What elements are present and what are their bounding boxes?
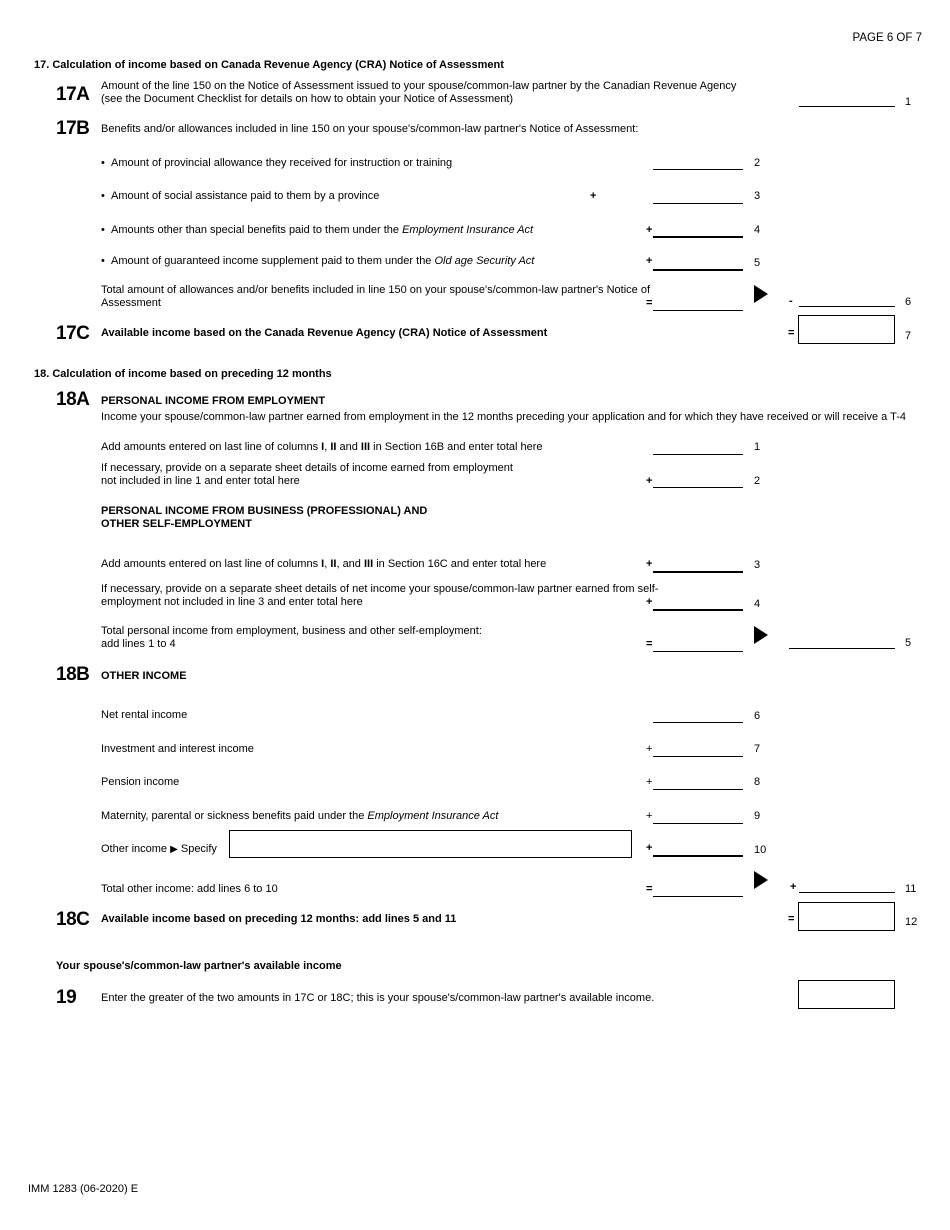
line-17b-2-field[interactable]	[653, 169, 743, 170]
text-17b-6: Total amount of allowances and/or benefits included in line 150 on your spouse's/common-law partner's Notice of Assessment	[101, 284, 651, 309]
item-17b-5: • Amount of guaranteed income supplement paid to them under the Old age Security Act	[101, 255, 535, 267]
line-number-18b-11: 11	[905, 883, 917, 895]
op-plus: +	[646, 255, 653, 267]
item-17b-4: • Amounts other than special benefits paid to them under the Employment Insurance Act	[101, 224, 534, 236]
row-18b-11: Total other income: add lines 6 to 10	[101, 883, 278, 895]
line-18b-9-field[interactable]	[653, 823, 743, 824]
line-17b-6-subtotal-field[interactable]	[653, 310, 743, 311]
line-number-17c-7: 7	[905, 330, 912, 342]
form-id: IMM 1283 (06-2020) E	[28, 1183, 139, 1195]
heading-18a: PERSONAL INCOME FROM EMPLOYMENT	[101, 395, 326, 407]
op-plus: +	[646, 743, 653, 755]
op-plus: +	[646, 810, 653, 822]
line-18b-11-field[interactable]	[799, 892, 895, 893]
line-18a-3-field[interactable]	[653, 571, 743, 573]
code-19: 19	[56, 987, 77, 1008]
line-number-17b-5: 5	[754, 257, 761, 269]
line-17a-1-field[interactable]	[799, 106, 895, 107]
row-18a-2: If necessary, provide on a separate sheet details of income earned from employment not included in line 1 and enter total here	[101, 462, 513, 487]
op-plus: +	[646, 596, 653, 608]
line-number-18b-7: 7	[754, 743, 761, 755]
text-17c: Available income based on the Canada Revenue Agency (CRA) Notice of Assessment	[101, 327, 548, 339]
bullet-icon: •	[101, 190, 105, 202]
line-18b-10-field[interactable]	[653, 855, 743, 857]
row-18b-7: Investment and interest income	[101, 743, 254, 755]
section-17-title: 17. Calculation of income based on Canada Revenue Agency (CRA) Notice of Assessment	[34, 59, 504, 71]
text-19: Enter the greater of the two amounts in 17C or 18C; this is your spouse's/common-law partner's available income.	[101, 992, 655, 1004]
line-number-17b-6: 6	[905, 296, 912, 308]
line-18a-5-field[interactable]	[789, 648, 895, 649]
line-18b-6-field[interactable]	[653, 722, 743, 723]
op-plus: +	[646, 475, 653, 487]
row-18b-9: Maternity, parental or sickness benefits paid under the Employment Insurance Act	[101, 810, 499, 822]
line-17b-4-field[interactable]	[653, 236, 743, 238]
line-number-18b-8: 8	[754, 776, 761, 788]
line-17b-5-field[interactable]	[653, 269, 743, 271]
row-18b-6: Net rental income	[101, 709, 188, 721]
op-plus: +	[646, 776, 653, 788]
row-18a-3: Add amounts entered on last line of columns I, II, and III in Section 16C and enter total here	[101, 558, 547, 570]
code-18c: 18C	[56, 909, 90, 930]
op-equals: =	[646, 638, 653, 650]
bullet-icon: •	[101, 157, 105, 169]
page-number: PAGE 6 OF 7	[852, 32, 922, 44]
op-equals: =	[788, 327, 795, 339]
row-18a-5: Total personal income from employment, business and other self-employment: add lines 1 to 4	[101, 625, 482, 650]
line-number-18a-4: 4	[754, 598, 761, 610]
line-18b-11-subtotal-field[interactable]	[653, 896, 743, 897]
row-18a-4: If necessary, provide on a separate sheet details of net income your spouse/common-law partner earned from self- employment not included in line 3 and enter total here	[101, 583, 659, 608]
section-18-title: 18. Calculation of income based on preceding 12 months	[34, 368, 332, 380]
item-17b-3: • Amount of social assistance paid to them by a province	[101, 190, 380, 202]
code-17b: 17B	[56, 118, 90, 139]
total-17c-box[interactable]	[798, 315, 895, 344]
op-plus: +	[590, 190, 597, 202]
line-18b-8-field[interactable]	[653, 789, 743, 790]
op-equals: =	[646, 883, 653, 895]
line-number-18b-9: 9	[754, 810, 761, 822]
total-18c-box[interactable]	[798, 902, 895, 931]
row-18b-10: Other income ▶ Specify	[101, 843, 217, 855]
text-17b: Benefits and/or allowances included in line 150 on your spouse's/common-law partner's Notice of Assessment:	[101, 123, 639, 135]
op-minus: -	[789, 295, 793, 307]
line-18a-1-field[interactable]	[653, 454, 743, 455]
line-number-18c-12: 12	[905, 916, 918, 928]
line-number-17b-2: 2	[754, 157, 761, 169]
line-18b-7-field[interactable]	[653, 756, 743, 757]
item-17b-2: • Amount of provincial allowance they received for instruction or training	[101, 157, 453, 169]
line-17b-3-field[interactable]	[653, 203, 743, 204]
op-plus: +	[646, 224, 653, 236]
op-plus: +	[790, 881, 797, 893]
line-number-18a-3: 3	[754, 559, 761, 571]
arrow-right-icon	[754, 285, 768, 303]
line-number-18a-1: 1	[754, 441, 761, 453]
code-17a: 17A	[56, 84, 90, 105]
arrow-right-icon	[754, 871, 768, 889]
line-number-17a-1: 1	[905, 96, 912, 108]
line-18a-2-field[interactable]	[653, 487, 743, 488]
other-income-specify-input[interactable]	[229, 830, 632, 858]
op-equals: =	[646, 297, 653, 309]
op-plus: +	[646, 558, 653, 570]
available-income-box[interactable]	[798, 980, 895, 1009]
heading-18b: OTHER INCOME	[101, 670, 187, 682]
play-arrow-icon: ▶	[170, 844, 178, 855]
arrow-right-icon	[754, 626, 768, 644]
line-number-18b-6: 6	[754, 710, 761, 722]
code-18b: 18B	[56, 664, 90, 685]
line-number-17b-3: 3	[754, 190, 761, 202]
bullet-icon: •	[101, 224, 105, 236]
line-number-18a-2: 2	[754, 475, 761, 487]
line-17b-6-field[interactable]	[799, 306, 895, 307]
op-equals: =	[788, 913, 795, 925]
text-17a: Amount of the line 150 on the Notice of Assessment issued to your spouse/common-law partner by the Canadian Revenue Agency (see the Document Checklist for details on how to obtain your Notice of Assessment)	[101, 80, 737, 105]
line-18a-5-subtotal-field[interactable]	[653, 651, 743, 652]
code-18a: 18A	[56, 389, 90, 410]
op-plus: +	[646, 842, 653, 854]
desc-18a: Income your spouse/common-law partner earned from employment in the 12 months preceding your application and for which they have received or will receive a T-4	[101, 411, 907, 423]
bullet-icon: •	[101, 255, 105, 267]
text-18c: Available income based on preceding 12 months: add lines 5 and 11	[101, 913, 457, 925]
line-number-18b-10: 10	[754, 844, 767, 856]
heading-18a-business: PERSONAL INCOME FROM BUSINESS (PROFESSIONAL) AND OTHER SELF-EMPLOYMENT	[101, 505, 428, 530]
line-number-17b-4: 4	[754, 224, 761, 236]
code-17c: 17C	[56, 323, 90, 344]
row-18b-8: Pension income	[101, 776, 180, 788]
row-18a-1: Add amounts entered on last line of columns I, II and III in Section 16B and enter total here	[101, 441, 543, 453]
heading-19: Your spouse's/common-law partner's available income	[56, 960, 342, 972]
line-number-18a-5: 5	[905, 637, 912, 649]
line-18a-4-field[interactable]	[653, 609, 743, 611]
